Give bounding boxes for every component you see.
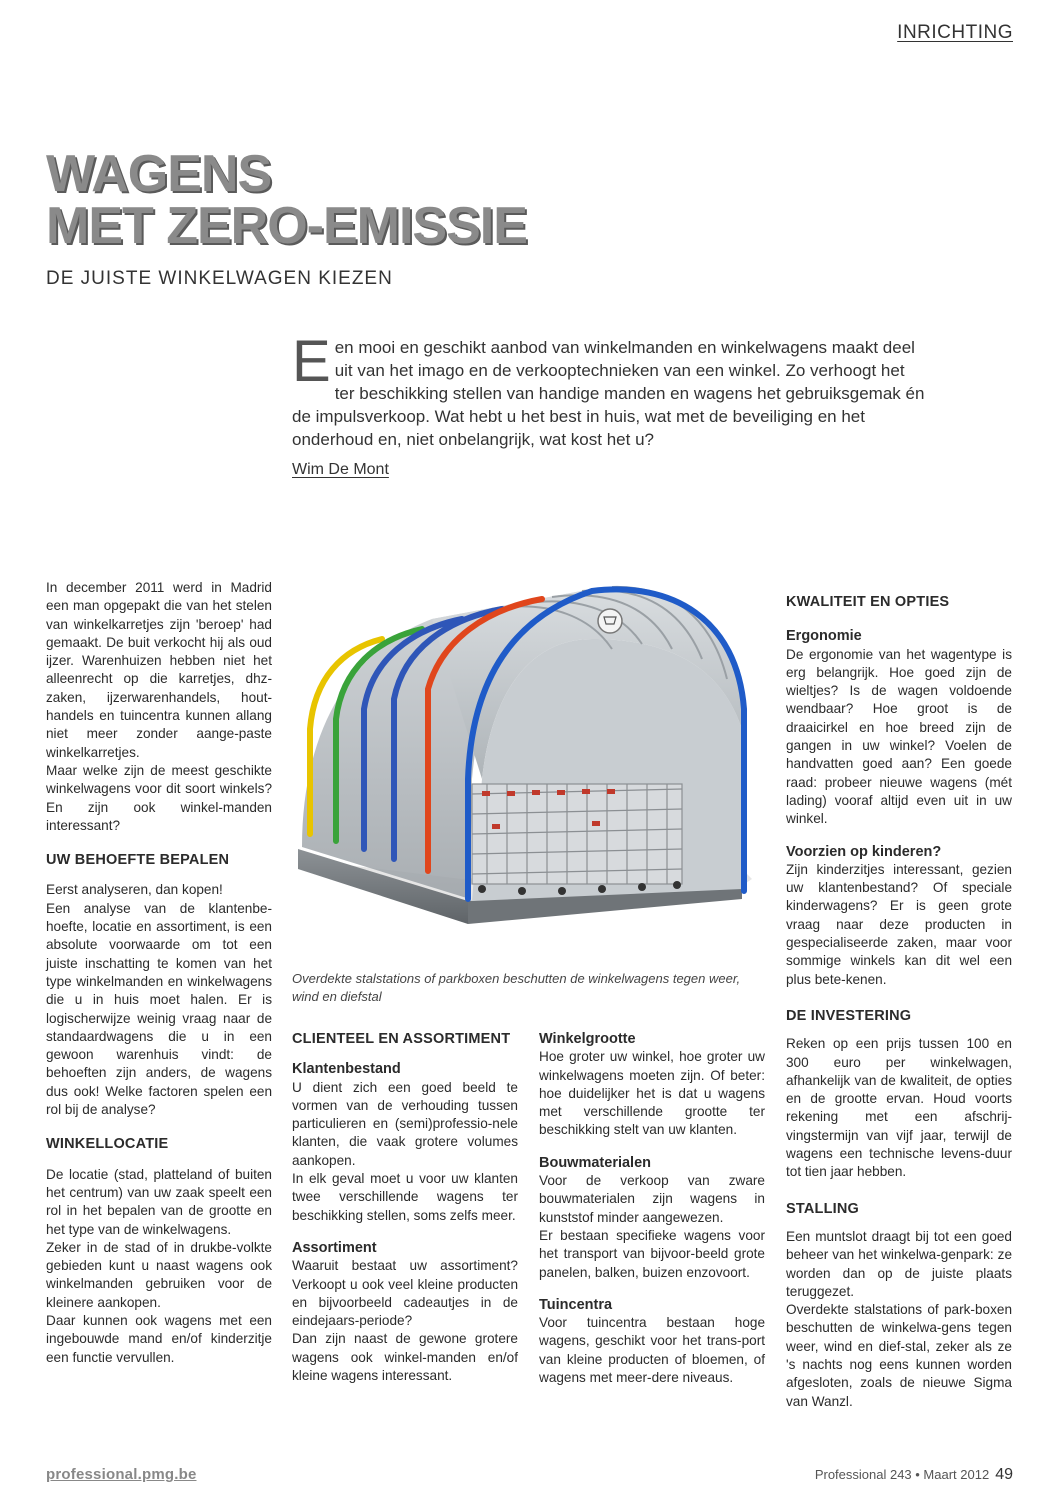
cart-shelter-illustration: [292, 579, 766, 959]
section-heading: CLIENTEEL EN ASSORTIMENT: [292, 1031, 511, 1047]
subheading: Voorzien op kinderen?: [786, 843, 942, 860]
article-title: [46, 145, 606, 255]
intro-text: en mooi en geschikt aanbod van winkelmanden en winkelwagens maakt deel uit van het imago en de verkooptechnieken van een winkel. Zo verhoogt het ter beschikking stellen van handige manden en wagens het gebruiksgemak én de impulsverkoop. Wat hebt u het best in huis, wat met de beveiliging en het onderhoud en, niet onbelangrijk, wat kost het u?: [292, 338, 925, 449]
paragraph: In elk geval moet u voor uw klanten twee verschillende wagens ter beschikking stellen, soms zelfs meer.: [292, 1171, 518, 1223]
issue-label: Professional 243 • Maart 2012: [814, 1467, 990, 1482]
paragraph: Een muntslot draagt bij tot een goed beheer van het winkelwa-genpark: ze worden dan op de juiste plaats teruggezet.: [786, 1228, 1012, 1299]
paragraph: Overdekte stalstations of park-boxen beschutten de winkelwa-gens tegen weer, wind en dief-stal, zeker als ze 's nachts nog eens kunnen worden afgesloten, zoals de nieuwe Sigma van Wanzl.: [786, 1302, 1012, 1409]
title-line-1: WAGENS: [46, 145, 272, 203]
section-heading: UW BEHOEFTE BEPALEN: [46, 852, 230, 869]
paragraph: Reken op een prijs tussen 100 en 300 euro per winkelwagen, afhankelijk van de kwaliteit, de opties en de grootte ervan. Houd voorts rekening met een afschrij-vingstermijn van vijf jaar, terwijl de wagens een technische levens-duur tot tien jaar hebben.: [786, 1036, 1012, 1180]
intro-paragraph: [292, 329, 928, 451]
paragraph: Waaruit bestaat uw assortiment? Verkoopt u ook veel kleine producten en bijvoorbeeld cadeautjes in de eindejaars-periode?: [292, 1258, 518, 1329]
figure-caption: Overdekte stalstations of parkboxen beschutten de winkelwagens tegen weer, wind en diefstal: [292, 971, 741, 1004]
drop-cap: E: [292, 329, 331, 394]
page-number: 49: [995, 1466, 1013, 1483]
section-heading: WINKELLOCATIE: [46, 1136, 169, 1153]
column-2: [292, 1030, 518, 1385]
column-4: [786, 579, 1012, 1411]
paragraph: Hoe groter uw winkel, hoe groter uw winkelwagens moeten zijn. Of beter: hoe duidelijker het is dat u wagens met verschillende grootte ter beschikking stelt van uw klanten.: [539, 1049, 765, 1138]
paragraph: Zijn kinderzitjes interessant, gezien uw klantenbestand? Of speciale kinderwagens? Er is geen grote vraag naar deze producten in gespecialiseerde zaken, maar voor sommige winkels kan dit wel een plus bete-kenen.: [786, 861, 1012, 987]
subheading: Bouwmaterialen: [539, 1154, 651, 1171]
column-3: [539, 1030, 765, 1387]
paragraph: De ergonomie van het wagentype is erg belangrijk. Hoe goed zijn de wieltjes? Is de wagen voldoende wendbaar? Hoe groot is de draaicirkel en hoe breed zijn de gangen in uw winkel? Voelen de handvatten goed aan? Een goede raad: probeer nieuwe wagens (mét lading) vooraf altijd even uit in uw winkel.: [786, 646, 1012, 827]
website-link[interactable]: professional.pmg.be: [46, 1466, 197, 1483]
section-heading: STALLING: [786, 1200, 860, 1217]
paragraph: Er bestaan specifieke wagens voor het transport van bijvoor-beeld grote panelen, balken, buizen enzovoort.: [539, 1227, 765, 1280]
section-heading: KWALITEIT EN OPTIES: [786, 594, 950, 610]
article-subtitle: DE JUISTE WINKELWAGEN KIEZEN: [46, 268, 393, 289]
section-tag: INRICHTING: [897, 22, 1013, 43]
paragraph: Dan zijn naast de gewone grotere wagens ook winkel-manden en/of kleine wagens interessant.: [292, 1331, 518, 1384]
subheading: Klantenbestand: [292, 1061, 401, 1078]
subheading: Tuincentra: [539, 1296, 613, 1313]
column-1: [46, 579, 272, 1367]
issue-info: [815, 1466, 1013, 1484]
title-line-2: MET ZERO-EMISSIE: [46, 197, 527, 255]
paragraph: Voor tuincentra bestaan hoge wagens, geschikt voor het trans-port van kleine producten of bloemen, of wagens met meer-dere niveaus.: [539, 1315, 765, 1386]
paragraph: Zeker in de stad of in drukbe-volkte gebieden kunt u naast wagens ook winkelmanden gebruiken voor de kleinere aankopen.: [46, 1239, 272, 1310]
paragraph: Voor de verkoop van zware bouwmaterialen zijn wagens in kunststof minder aangewezen.: [539, 1173, 765, 1225]
paragraph: Daar kunnen ook wagens met een ingebouwde mand en/of kinderzitje een functie vervullen.: [46, 1312, 272, 1365]
author-byline: Wim De Mont: [292, 461, 389, 478]
paragraph: U dient zich een goed beeld te vormen van de verhouding tussen particulieren en (semi)professio-nele klanten, die vaak grotere volumes aankopen.: [292, 1079, 518, 1168]
subheading: Ergonomie: [786, 628, 862, 645]
paragraph: Maar welke zijn de meest geschikte winkelwagens voor dit soort winkels? En zijn ook winkel-manden interessant?: [46, 762, 272, 833]
paragraph: De locatie (stad, platteland of buiten het centrum) van uw zaak speelt een rol in het bepalen van de grootte en het type van de winkelwagens.: [46, 1166, 272, 1237]
section-heading: DE INVESTERING: [786, 1007, 912, 1024]
paragraph: Eerst analyseren, dan kopen!: [46, 882, 223, 898]
subheading: Assortiment: [292, 1239, 377, 1256]
subheading: Winkelgrootte: [539, 1031, 636, 1047]
paragraph: In december 2011 werd in Madrid een man opgepakt die van het stelen van winkelkarretjes zijn 'beroep' had gemaakt. De buit verkocht hij als oud ijzer. Warenhuizen hebben niet het alleenrecht op die karretjes, dhz-zaken, ijzerwarenhandels, hout-handels en tuincentra kunnen allang niet meer zonder aange-paste winkelkarretjes.: [46, 580, 272, 760]
paragraph: Een analyse van de klantenbe-hoefte, locatie en assortiment, is een absolute voorwaarde om tot een juiste inschatting te komen van het type winkelmanden en winkelwagens die u in huis moet halen. Er is logischerwijze weinig vraag naar de standaardwagens die u in een gewoon warenhuis vindt: de behoeften zijn anders, de wagens dus ook! Welke factoren spelen een rol bij de analyse?: [46, 900, 272, 1118]
